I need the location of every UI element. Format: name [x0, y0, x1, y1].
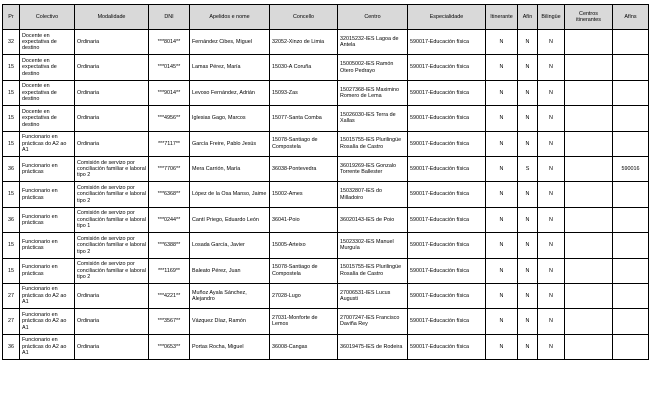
cell-concello: 36038-Pontevedra	[270, 156, 338, 181]
cell-apelidos-nome: Vázquez Díaz, Ramón	[190, 309, 270, 334]
cell-colectivo: Docente en expectativa de destino	[20, 80, 75, 105]
cell-afins	[613, 233, 649, 258]
cell-apelidos-nome: Portas Rocha, Miguel	[190, 334, 270, 359]
cell-dni: ***4956**	[149, 106, 190, 131]
cell-centro: 36019475-IES de Rodeira	[338, 334, 408, 359]
cell-afin: N	[518, 283, 538, 308]
cell-apelidos-nome: Fernández Cibes, Miguel	[190, 30, 270, 55]
table-row	[3, 233, 649, 258]
cell-centros-itinerantes	[565, 80, 613, 105]
cell-afins	[613, 30, 649, 55]
cell-dni: ***0145**	[149, 55, 190, 80]
table-header-row	[3, 5, 649, 30]
table-row	[3, 207, 649, 232]
table-row	[3, 55, 649, 80]
cell-pr: 15	[3, 80, 20, 105]
cell-especialidade: 590017-Educación física	[408, 182, 486, 207]
cell-apelidos-nome: Losada García, Javier	[190, 233, 270, 258]
cell-itinerante: N	[486, 233, 518, 258]
cell-centro: 15032807-IES do Milladoiro	[338, 182, 408, 207]
cell-dni: ***0653**	[149, 334, 190, 359]
cell-centros-itinerantes	[565, 258, 613, 283]
cell-itinerante: N	[486, 207, 518, 232]
cell-centros-itinerantes	[565, 207, 613, 232]
cell-itinerante: N	[486, 283, 518, 308]
cell-modalidade: Ordinaria	[75, 131, 149, 156]
cell-apelidos-nome: Muñoz Ayala Sánchez, Alejandro	[190, 283, 270, 308]
cell-centro: 15015755-IES Plurilingüe Rosalía de Castro	[338, 258, 408, 283]
cell-centros-itinerantes	[565, 131, 613, 156]
cell-colectivo: Docente en expectativa de destino	[20, 30, 75, 55]
cell-dni: ***8014**	[149, 30, 190, 55]
cell-modalidade: Ordinaria	[75, 106, 149, 131]
cell-centros-itinerantes	[565, 233, 613, 258]
table-row	[3, 258, 649, 283]
cell-colectivo: Funcionario en prácticas do A2 ao A1	[20, 309, 75, 334]
cell-modalidade: Ordinaria	[75, 30, 149, 55]
cell-modalidade: Comisión de servizo por conciliación familiar e laboral tipo 2	[75, 258, 149, 283]
cell-apelidos-nome: Cantí Priego, Eduardo León	[190, 207, 270, 232]
cell-afin: N	[518, 80, 538, 105]
cell-centros-itinerantes	[565, 182, 613, 207]
cell-concello: 36008-Cangas	[270, 334, 338, 359]
cell-centro: 15015755-IES Plurilingüe Rosalía de Castro	[338, 131, 408, 156]
cell-afin: N	[518, 309, 538, 334]
cell-afins	[613, 55, 649, 80]
header-centros-itinerantes: Centros itinerantes	[565, 5, 613, 30]
table-row	[3, 30, 649, 55]
cell-bilingue: N	[538, 80, 565, 105]
cell-pr: 15	[3, 55, 20, 80]
cell-apelidos-nome: Iglesias Gago, Marcos	[190, 106, 270, 131]
cell-afin: N	[518, 106, 538, 131]
cell-modalidade: Comisión de servizo por conciliación familiar e laboral tipo 1	[75, 207, 149, 232]
table-row	[3, 309, 649, 334]
cell-dni: ***6368**	[149, 182, 190, 207]
cell-itinerante: N	[486, 80, 518, 105]
cell-centro: 27006531-IES Lucus Augusti	[338, 283, 408, 308]
cell-especialidade: 590017-Educación física	[408, 309, 486, 334]
cell-itinerante: N	[486, 30, 518, 55]
cell-dni: ***1169**	[149, 258, 190, 283]
cell-pr: 27	[3, 309, 20, 334]
cell-afins	[613, 258, 649, 283]
cell-bilingue: N	[538, 30, 565, 55]
cell-concello: 15077-Santa Comba	[270, 106, 338, 131]
cell-apelidos-nome: Baleato Pérez, Juan	[190, 258, 270, 283]
cell-pr: 15	[3, 131, 20, 156]
cell-bilingue: N	[538, 106, 565, 131]
cell-centro: 27007247-IES Francisco Daviña Rey	[338, 309, 408, 334]
cell-dni: ***9014**	[149, 80, 190, 105]
cell-pr: 32	[3, 30, 20, 55]
cell-afin: N	[518, 258, 538, 283]
cell-bilingue: N	[538, 334, 565, 359]
header-colectivo: Colectivo	[20, 5, 75, 30]
table-body	[3, 30, 649, 360]
cell-bilingue: N	[538, 156, 565, 181]
cell-afin: N	[518, 55, 538, 80]
table-row	[3, 182, 649, 207]
cell-afin: N	[518, 233, 538, 258]
table-row	[3, 283, 649, 308]
cell-bilingue: N	[538, 233, 565, 258]
cell-concello: 15078-Santiago de Compostela	[270, 131, 338, 156]
cell-dni: ***7117**	[149, 131, 190, 156]
cell-afin: N	[518, 334, 538, 359]
cell-pr: 15	[3, 258, 20, 283]
header-itinerante: Itinerante	[486, 5, 518, 30]
cell-modalidade: Ordinaria	[75, 309, 149, 334]
cell-afins	[613, 207, 649, 232]
cell-centros-itinerantes	[565, 334, 613, 359]
cell-concello: 32052-Xinzo de Limia	[270, 30, 338, 55]
table-row	[3, 131, 649, 156]
cell-afins	[613, 334, 649, 359]
cell-especialidade: 590017-Educación física	[408, 258, 486, 283]
cell-afin: N	[518, 207, 538, 232]
cell-apelidos-nome: Lamas Pérez, María	[190, 55, 270, 80]
cell-itinerante: N	[486, 258, 518, 283]
cell-colectivo: Funcionario en prácticas do A2 ao A1	[20, 283, 75, 308]
cell-colectivo: Funcionario en prácticas	[20, 233, 75, 258]
cell-itinerante: N	[486, 156, 518, 181]
cell-centros-itinerantes	[565, 283, 613, 308]
header-concello: Concello	[270, 5, 338, 30]
header-afins: Afíns	[613, 5, 649, 30]
cell-centro: 15027368-IES Maximino Romero de Lema	[338, 80, 408, 105]
cell-centro: 15026030-IES Terra de Xallas	[338, 106, 408, 131]
cell-concello: 15005-Arteixo	[270, 233, 338, 258]
assignments-table	[2, 4, 649, 360]
cell-afin: N	[518, 131, 538, 156]
cell-concello: 15002-Ames	[270, 182, 338, 207]
cell-modalidade: Ordinaria	[75, 334, 149, 359]
cell-apelidos-nome: García Freire, Pablo Jesús	[190, 131, 270, 156]
header-pr: Pr	[3, 5, 20, 30]
cell-centros-itinerantes	[565, 156, 613, 181]
header-dni: DNI	[149, 5, 190, 30]
cell-colectivo: Docente en expectativa de destino	[20, 106, 75, 131]
cell-modalidade: Ordinaria	[75, 80, 149, 105]
cell-especialidade: 590017-Educación física	[408, 233, 486, 258]
cell-apelidos-nome: Levoso Fernández, Adrián	[190, 80, 270, 105]
cell-centros-itinerantes	[565, 106, 613, 131]
cell-dni: ***0244**	[149, 207, 190, 232]
cell-afin: N	[518, 30, 538, 55]
cell-especialidade: 590017-Educación física	[408, 80, 486, 105]
cell-centros-itinerantes	[565, 30, 613, 55]
cell-modalidade: Ordinaria	[75, 55, 149, 80]
cell-especialidade: 590017-Educación física	[408, 334, 486, 359]
cell-bilingue: N	[538, 309, 565, 334]
cell-concello: 27028-Lugo	[270, 283, 338, 308]
cell-centro: 36020143-IES de Poio	[338, 207, 408, 232]
cell-concello: 15093-Zas	[270, 80, 338, 105]
header-centro: Centro	[338, 5, 408, 30]
cell-especialidade: 590017-Educación física	[408, 156, 486, 181]
cell-concello: 36041-Poio	[270, 207, 338, 232]
cell-pr: 15	[3, 182, 20, 207]
cell-modalidade: Comisión de servizo por conciliación familiar e laboral tipo 2	[75, 233, 149, 258]
cell-afins	[613, 106, 649, 131]
cell-especialidade: 590017-Educación física	[408, 106, 486, 131]
cell-afins	[613, 182, 649, 207]
cell-concello: 15078-Santiago de Compostela	[270, 258, 338, 283]
cell-afin: S	[518, 156, 538, 181]
header-modalidade: Modalidade	[75, 5, 149, 30]
cell-colectivo: Funcionario en prácticas	[20, 156, 75, 181]
cell-centro: 32015232-IES Lagoa de Antela	[338, 30, 408, 55]
cell-especialidade: 590017-Educación física	[408, 131, 486, 156]
table-row	[3, 106, 649, 131]
cell-itinerante: N	[486, 131, 518, 156]
cell-afins	[613, 309, 649, 334]
cell-pr: 15	[3, 106, 20, 131]
cell-dni: ***6388**	[149, 233, 190, 258]
cell-bilingue: N	[538, 283, 565, 308]
cell-itinerante: N	[486, 334, 518, 359]
header-bilingue: Bilingüe	[538, 5, 565, 30]
table-row	[3, 80, 649, 105]
cell-centro: 15023302-IES Manuel Murguía	[338, 233, 408, 258]
cell-colectivo: Funcionario en prácticas do A2 ao A1	[20, 131, 75, 156]
header-apelidos-nome: Apelidos e nome	[190, 5, 270, 30]
cell-dni: ***4221**	[149, 283, 190, 308]
cell-centros-itinerantes	[565, 55, 613, 80]
cell-itinerante: N	[486, 182, 518, 207]
cell-bilingue: N	[538, 258, 565, 283]
cell-concello: 27031-Monforte de Lemos	[270, 309, 338, 334]
cell-itinerante: N	[486, 55, 518, 80]
cell-colectivo: Funcionario en prácticas	[20, 258, 75, 283]
cell-dni: ***3567**	[149, 309, 190, 334]
cell-bilingue: N	[538, 55, 565, 80]
table-row	[3, 156, 649, 181]
cell-centro: 36019269-IES Gonzalo Torrente Ballester	[338, 156, 408, 181]
cell-colectivo: Funcionario en prácticas do A2 ao A1	[20, 334, 75, 359]
cell-afins	[613, 80, 649, 105]
cell-pr: 36	[3, 334, 20, 359]
cell-modalidade: Comisión de servizo por conciliación familiar e laboral tipo 2	[75, 182, 149, 207]
cell-centro: 15005002-IES Ramón Otero Pedrayo	[338, 55, 408, 80]
cell-centros-itinerantes	[565, 309, 613, 334]
cell-modalidade: Comisión de servizo por conciliación familiar e laboral tipo 2	[75, 156, 149, 181]
cell-afin: N	[518, 182, 538, 207]
header-afin: Afín	[518, 5, 538, 30]
cell-colectivo: Funcionario en prácticas	[20, 207, 75, 232]
cell-colectivo: Funcionario en prácticas	[20, 182, 75, 207]
cell-afins: 590016	[613, 156, 649, 181]
cell-bilingue: N	[538, 207, 565, 232]
cell-pr: 36	[3, 207, 20, 232]
cell-dni: ***7706**	[149, 156, 190, 181]
cell-itinerante: N	[486, 309, 518, 334]
cell-pr: 27	[3, 283, 20, 308]
cell-especialidade: 590017-Educación física	[408, 30, 486, 55]
cell-itinerante: N	[486, 106, 518, 131]
cell-colectivo: Docente en expectativa de destino	[20, 55, 75, 80]
cell-afins	[613, 283, 649, 308]
cell-pr: 15	[3, 233, 20, 258]
cell-especialidade: 590017-Educación física	[408, 55, 486, 80]
cell-modalidade: Ordinaria	[75, 283, 149, 308]
cell-concello: 15030-A Coruña	[270, 55, 338, 80]
header-especialidade: Especialidade	[408, 5, 486, 30]
cell-especialidade: 590017-Educación física	[408, 207, 486, 232]
cell-especialidade: 590017-Educación física	[408, 283, 486, 308]
table-row	[3, 334, 649, 359]
cell-apelidos-nome: López de la Osa Manso, Jaime	[190, 182, 270, 207]
cell-pr: 36	[3, 156, 20, 181]
cell-apelidos-nome: Mera Carrión, María	[190, 156, 270, 181]
cell-afins	[613, 131, 649, 156]
cell-bilingue: N	[538, 131, 565, 156]
cell-bilingue: N	[538, 182, 565, 207]
